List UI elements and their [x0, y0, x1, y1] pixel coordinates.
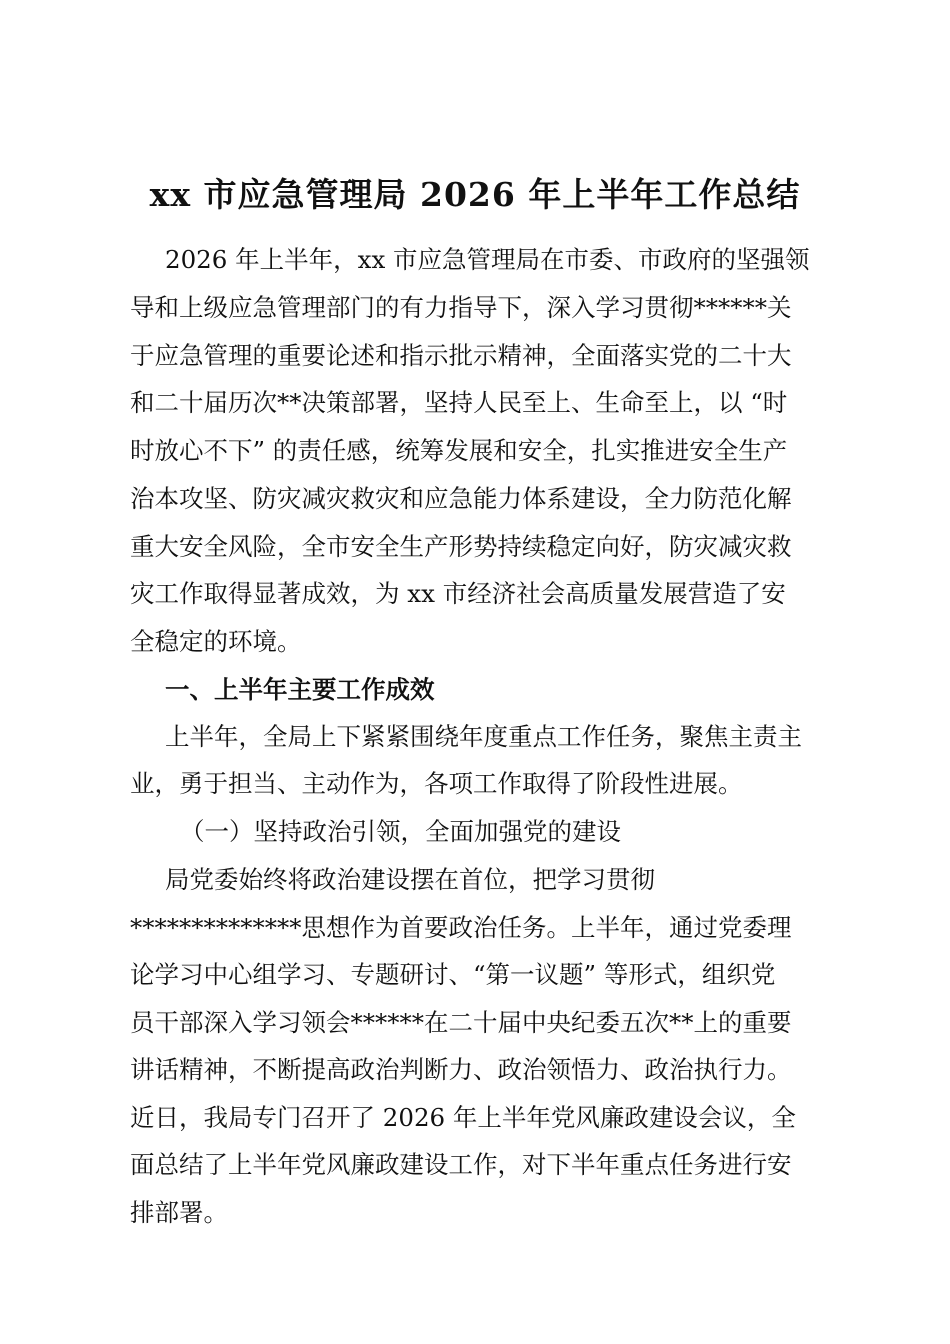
subsection-paragraph-line: 员干部深入学习领会******在二十届中央纪委五次**上的重要	[130, 1008, 792, 1037]
intro-line: 治本攻坚、防灾减灾救灾和应急能力体系建设，全力防范化解	[130, 484, 792, 513]
subsection-paragraph-line: **************思想作为首要政治任务。上半年，通过党委理	[130, 913, 792, 942]
document-title: xx 市应急管理局 2026 年上半年工作总结	[149, 175, 801, 214]
section-paragraph-line: 业，勇于担当、主动作为，各项工作取得了阶段性进展。	[130, 769, 743, 798]
intro-line: 重大安全风险，全市安全生产形势持续稳定向好，防灾减灾救	[130, 532, 792, 561]
section-paragraph-line: 上半年，全局上下紧紧围绕年度重点工作任务，聚焦主责主	[165, 722, 802, 751]
intro-line: 灾工作取得显著成效，为 xx 市经济社会高质量发展营造了安	[130, 579, 786, 608]
section-heading: 一、上半年主要工作成效	[165, 675, 435, 704]
intro-line: 时放心不下” 的责任感，统筹发展和安全，扎实推进安全生产	[130, 436, 788, 465]
subsection-heading: （一）坚持政治引领，全面加强党的建设	[180, 817, 621, 846]
intro-line: 全稳定的环境。	[130, 627, 302, 656]
intro-line: 2026 年上半年，xx 市应急管理局在市委、市政府的坚强领	[165, 245, 810, 274]
intro-line: 导和上级应急管理部门的有力指导下，深入学习贯彻******关	[130, 293, 792, 322]
subsection-paragraph-line: 近日，我局专门召开了 2026 年上半年党风廉政建设会议，全	[130, 1103, 796, 1132]
subsection-paragraph-line: 排部署。	[130, 1198, 228, 1227]
subsection-paragraph-line: 讲话精神，不断提高政治判断力、政治领悟力、政治执行力。	[130, 1055, 792, 1084]
subsection-paragraph-line: 面总结了上半年党风廉政建设工作，对下半年重点任务进行安	[130, 1150, 792, 1179]
subsection-paragraph-line: 论学习中心组学习、专题研讨、“第一议题” 等形式，组织党	[130, 960, 776, 989]
subsection-paragraph-line: 局党委始终将政治建设摆在首位，把学习贯彻	[165, 865, 655, 894]
intro-line: 和二十届历次**决策部署，坚持人民至上、生命至上，以 “时	[130, 388, 788, 417]
intro-line: 于应急管理的重要论述和指示批示精神，全面落实党的二十大	[130, 341, 792, 370]
